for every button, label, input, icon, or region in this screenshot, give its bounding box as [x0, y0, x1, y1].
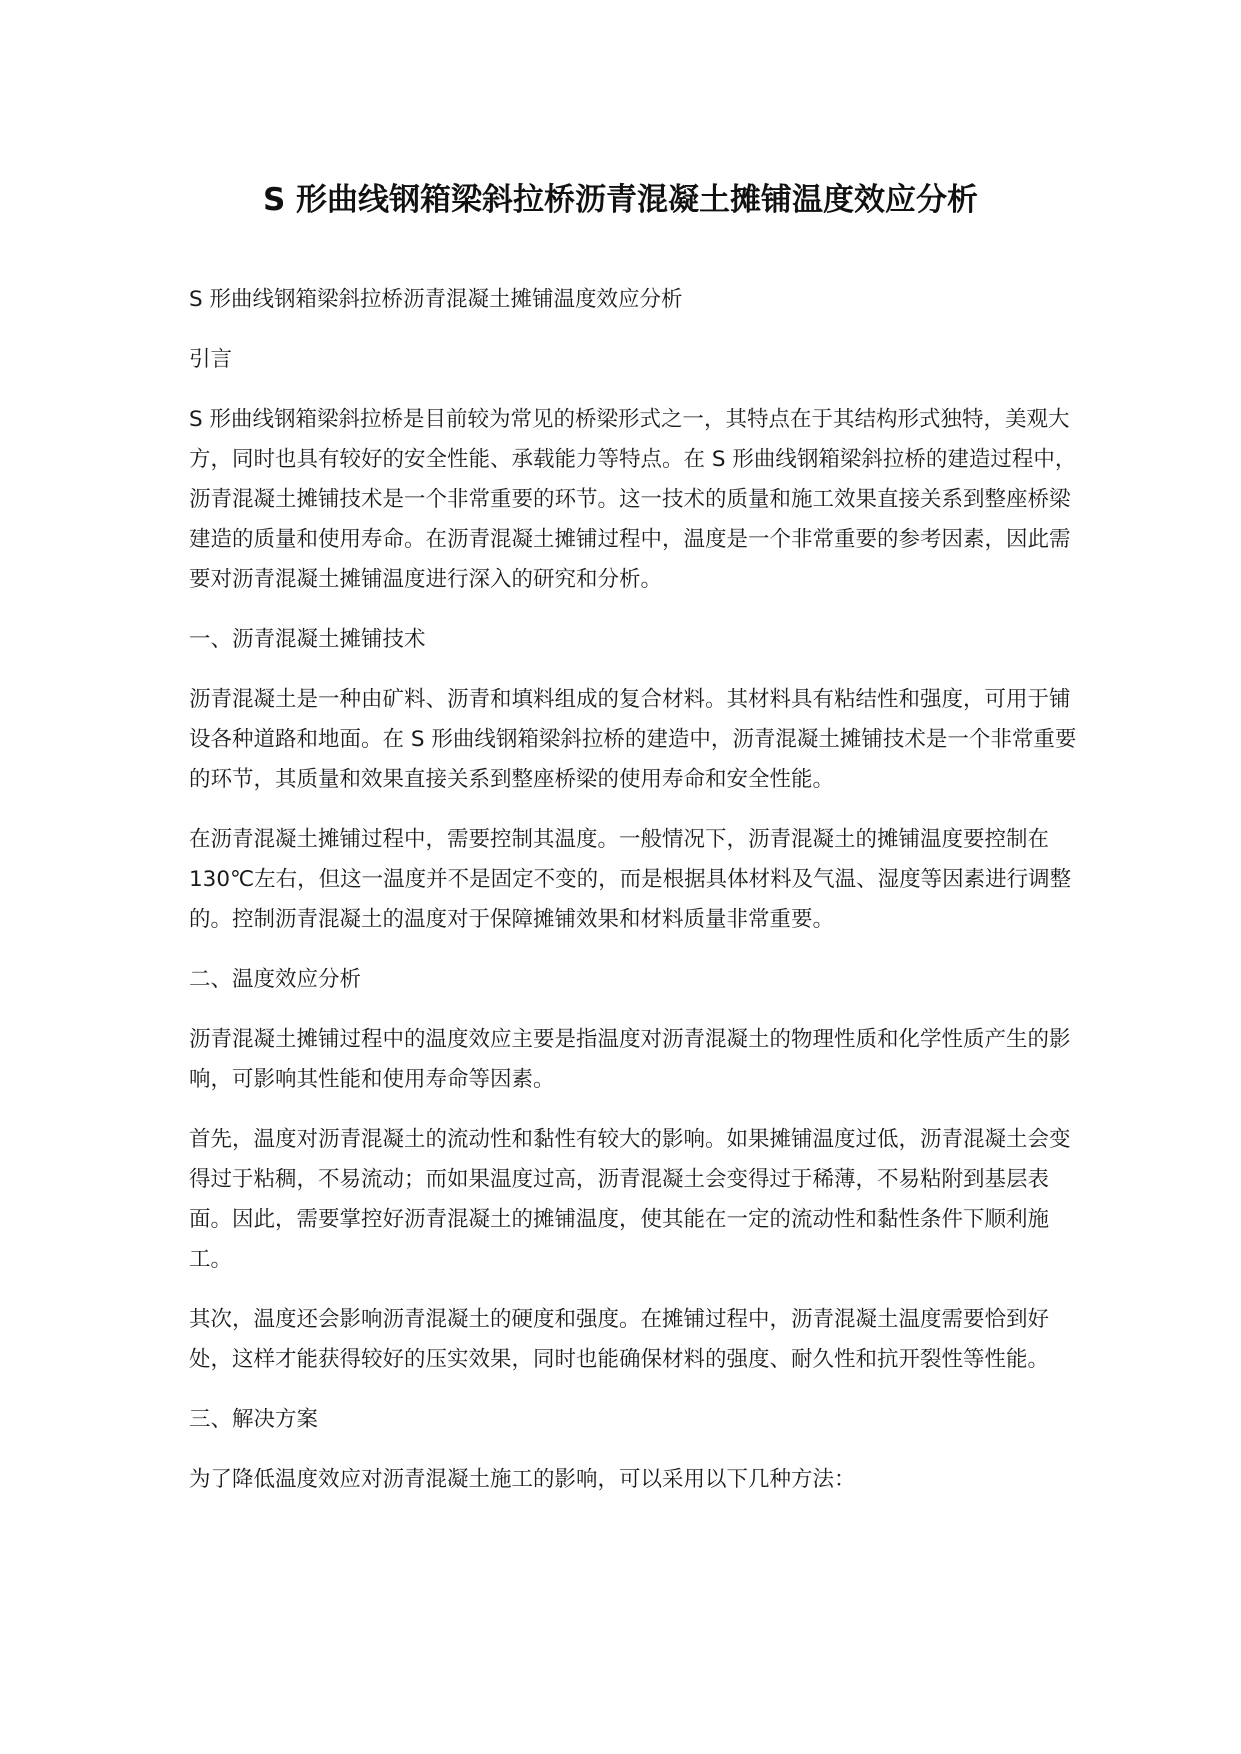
section-heading-2: 二、温度效应分析 [189, 967, 362, 992]
body-paragraph: S 形曲线钢箱梁斜拉桥是目前较为常见的桥梁形式之一，其特点在于其结构形式独特，美观大方，同时也具有较好的安全性能、承载能力等特点。在 S 形曲线钢箱梁斜拉桥的建造过程中，沥青混凝土摊铺技术是一个非常重要的环节。这一技术的质量和施工效果直接关系到整座桥梁建造的质量和使用寿命。在沥青混凝土摊铺过程中，温度是一个非常重要的参考因素，因此需要对沥青混凝土摊铺温度进行深入的研究和分析。 [189, 407, 1077, 592]
body-paragraph: 其次，温度还会影响沥青混凝土的硬度和强度。在摊铺过程中，沥青混凝土温度需要恰到好处，这样才能获得较好的压实效果，同时也能确保材料的强度、耐久性和抗开裂性等性能。 [189, 1307, 1050, 1372]
section-heading-1: 一、沥青混凝土摊铺技术 [189, 627, 426, 652]
section-heading-3: 三、解决方案 [189, 1407, 319, 1432]
body-paragraph: 在沥青混凝土摊铺过程中，需要控制其温度。一般情况下，沥青混凝土的摊铺温度要控制在 130℃左右，但这一温度并不是固定不变的，而是根据具体材料及气温、湿度等因素进行调整的。控制沥青混凝土的温度对于保障摊铺效果和材料质量非常重要。 [189, 827, 1072, 932]
body-paragraph: 为了降低温度效应对沥青混凝土施工的影响，可以采用以下几种方法： [189, 1467, 856, 1492]
body-paragraph: 沥青混凝土摊铺过程中的温度效应主要是指温度对沥青混凝土的物理性质和化学性质产生的影响，可影响其性能和使用寿命等因素。 [189, 1027, 1071, 1092]
body-paragraph: 沥青混凝土是一种由矿料、沥青和填料组成的复合材料。其材料具有粘结性和强度，可用于铺设各种道路和地面。在 S 形曲线钢箱梁斜拉桥的建造中，沥青混凝土摊铺技术是一个非常重要的环节，其质量和效果直接关系到整座桥梁的使用寿命和安全性能。 [189, 687, 1077, 792]
section-heading-introduction: 引言 [189, 347, 233, 372]
body-paragraph: 首先，温度对沥青混凝土的流动性和黏性有较大的影响。如果摊铺温度过低，沥青混凝土会变得过于粘稠，不易流动；而如果温度过高，沥青混凝土会变得过于稀薄，不易粘附到基层表面。因此，需要掌控好沥青混凝土的摊铺温度，使其能在一定的流动性和黏性条件下顺利施工。 [189, 1127, 1071, 1272]
document-title: S 形曲线钢箱梁斜拉桥沥青混凝土摊铺温度效应分析 [262, 182, 979, 218]
document-body [189, 280, 1089, 1520]
subtitle-paragraph: S 形曲线钢箱梁斜拉桥沥青混凝土摊铺温度效应分析 [189, 287, 683, 312]
